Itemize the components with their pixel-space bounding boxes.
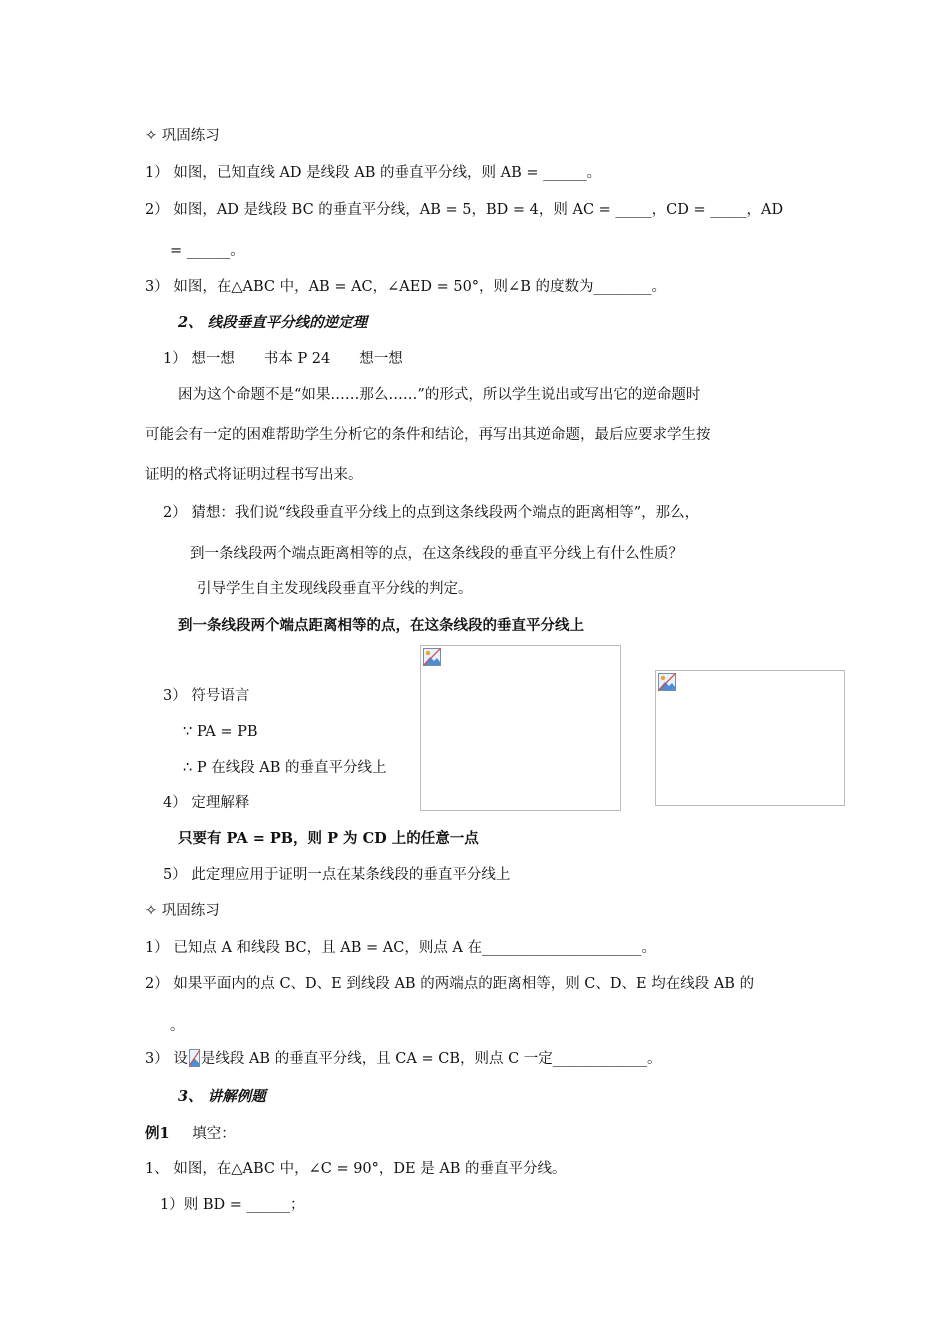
example-q1-sub: 1）则 BD = ______； bbox=[160, 1197, 305, 1213]
theorem-explanation: 只要有 PA = PB，则 P 为 CD 上的任意一点 bbox=[178, 830, 479, 847]
section3-title: 3、 讲解例题 bbox=[178, 1088, 266, 1105]
broken-image-icon bbox=[423, 648, 441, 666]
figure-placeholder-1 bbox=[420, 645, 621, 811]
section2-item4: 4） 定理解释 bbox=[163, 795, 250, 811]
because-line: ∵ PA = PB bbox=[183, 724, 258, 740]
section2-guide: 引导学生自主发现线段垂直平分线的判定。 bbox=[197, 581, 473, 597]
section2-item5: 5） 此定理应用于证明一点在某条线段的垂直平分线上 bbox=[163, 867, 511, 883]
broken-image-icon bbox=[658, 673, 676, 691]
section2-para1: 困为这个命题不是“如果……那么……”的形式，所以学生说出或写出它的逆命题时 bbox=[178, 387, 701, 403]
section2-title: 2、 线段垂直平分线的逆定理 bbox=[178, 314, 368, 331]
practice2-q3 bbox=[145, 1049, 662, 1069]
example-label: 例1 bbox=[145, 1125, 170, 1142]
section2-item2: 2） 猜想：我们说“线段垂直平分线上的点到这条线段两个端点的距离相等”，那么， bbox=[163, 505, 700, 521]
practice2-q2: 2） 如果平面内的点 C、D、E 到线段 AB 的两端点的距离相等，则 C、D、E 均在线段 AB 的 bbox=[145, 976, 755, 992]
therefore-line: ∴ P 在线段 AB 的垂直平分线上 bbox=[183, 760, 387, 776]
broken-image-icon bbox=[189, 1049, 200, 1067]
practice1-q2: 2） 如图，AD 是线段 BC 的垂直平分线，AB = 5，BD = 4，则 AC = _____，CD = _____，AD bbox=[145, 202, 784, 218]
section2-para2: 可能会有一定的困难帮助学生分析它的条件和结论，再写出其逆命题，最后应要求学生按 bbox=[145, 427, 711, 443]
section2-item1: 1） 想一想 书本 P 24 想一想 bbox=[163, 351, 403, 367]
practice2-q3-prefix: 3） 设 bbox=[145, 1051, 188, 1067]
section2-item3: 3） 符号语言 bbox=[163, 688, 250, 704]
practice2-q2-cont: 。 bbox=[170, 1018, 185, 1034]
practice1-q1: 1） 如图，已知直线 AD 是线段 AB 的垂直平分线，则 AB = ______。 bbox=[145, 165, 602, 181]
example-text: 填空： bbox=[192, 1126, 236, 1142]
section2-item2-cont: 到一条线段两个端点距离相等的点，在这条线段的垂直平分线上有什么性质？ bbox=[190, 546, 683, 562]
practice2-q1: 1） 已知点 A 和线段 BC，且 AB = AC，则点 A 在______________________。 bbox=[145, 940, 657, 956]
practice-header-2: ✧ 巩固练习 bbox=[145, 903, 220, 919]
practice-header-1: ✧ 巩固练习 bbox=[145, 128, 220, 144]
figure-placeholder-2 bbox=[655, 670, 845, 806]
theorem-statement: 到一条线段两个端点距离相等的点，在这条线段的垂直平分线上 bbox=[178, 617, 584, 634]
practice1-q3: 3） 如图，在△ABC 中，AB = AC，∠AED = 50°，则∠B 的度数为________。 bbox=[145, 279, 666, 295]
practice1-q2-cont: = ______。 bbox=[170, 243, 245, 259]
example-q1: 1、 如图，在△ABC 中，∠C = 90°，DE 是 AB 的垂直平分线。 bbox=[145, 1161, 567, 1177]
section2-para3: 证明的格式将证明过程书写出来。 bbox=[145, 467, 363, 483]
example-1 bbox=[145, 1124, 236, 1144]
practice2-q3-suffix: 是线段 AB 的垂直平分线，且 CA = CB，则点 C 一定_____________。 bbox=[200, 1051, 662, 1067]
